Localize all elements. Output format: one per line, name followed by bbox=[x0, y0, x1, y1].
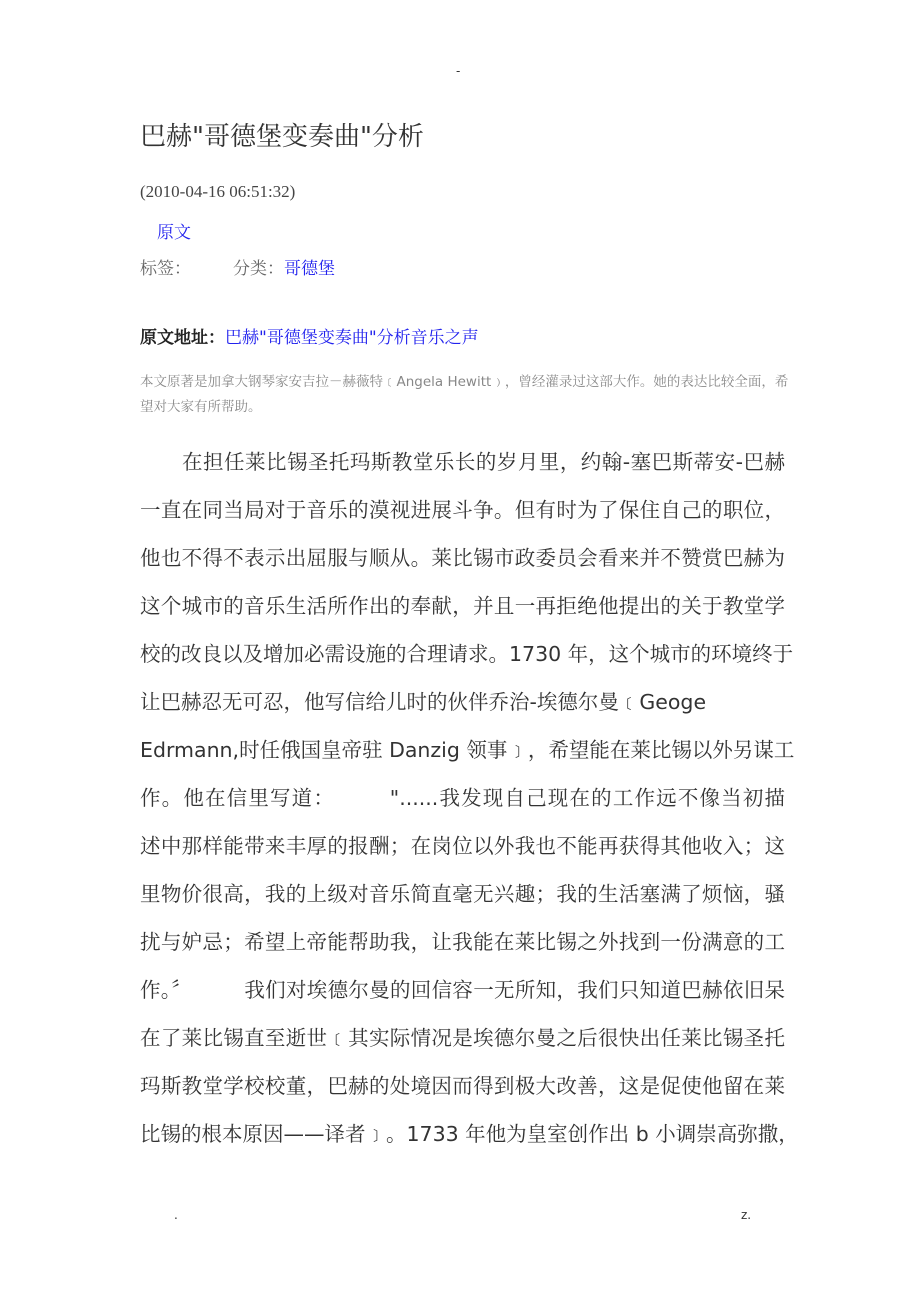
body-line: 比锡的根本原因——译者﹞。1733 年他为皇室创作出 b 小调崇高弥撒， bbox=[140, 1122, 799, 1146]
category-label: 分类： bbox=[233, 259, 284, 279]
body-line: 述中那样能带来丰厚的报酬；在岗位以外我也不能再获得其他收入；这 bbox=[140, 834, 785, 858]
tags-label: 标签： bbox=[140, 259, 191, 279]
article-title: 巴赫"哥德堡变奏曲"分析 bbox=[140, 122, 424, 152]
source-label: 原文地址： bbox=[140, 328, 225, 348]
body-line: 让巴赫忍无可忍，他写信给儿时的伙伴乔治-埃德尔曼﹝Geoge bbox=[140, 690, 707, 714]
original-link[interactable]: 原文 bbox=[157, 223, 191, 243]
body-line: 校的改良以及增加必需设施的合理请求。1730 年，这个城市的环境终于 bbox=[140, 642, 794, 666]
body-line: Edrmann,时任俄国皇帝驻 Danzig 领事﹞，希望能在莱比锡以外另谋工 bbox=[140, 738, 795, 762]
body-line: 作。他在信里写道： "......我发现自己现在的工作远不像当初描 bbox=[140, 786, 785, 810]
body-line: 玛斯教堂学校校董，巴赫的处境因而得到极大改善，这是促使他留在莱 bbox=[140, 1074, 785, 1098]
footer-right-mark: z. bbox=[741, 1208, 752, 1222]
tags-row bbox=[140, 254, 335, 279]
source-link[interactable]: 巴赫"哥德堡变奏曲"分析音乐之声 bbox=[225, 328, 479, 348]
body-line: 这个城市的音乐生活所作出的奉献，并且一再拒绝他提出的关于教堂学 bbox=[140, 594, 785, 618]
body-line: 里物价很高，我的上级对音乐简直毫无兴趣；我的生活塞满了烦恼，骚 bbox=[140, 882, 785, 906]
body-line: 他也不得不表示出屈服与顺从。莱比锡市政委员会看来并不赞赏巴赫为 bbox=[140, 546, 785, 570]
header-mark: - bbox=[456, 64, 461, 78]
post-date: (2010-04-16 06:51:32) bbox=[140, 182, 296, 201]
body-line: 在了莱比锡直至逝世﹝其实际情况是埃德尔曼之后很快出任莱比锡圣托 bbox=[140, 1026, 785, 1050]
body-line: 在担任莱比锡圣托玛斯教堂乐长的岁月里，约翰-塞巴斯蒂安-巴赫 bbox=[182, 450, 785, 474]
body-line: 扰与妒忌；希望上帝能帮助我，让我能在莱比锡之外找到一份满意的工 bbox=[140, 930, 785, 954]
category-link[interactable]: 哥德堡 bbox=[284, 259, 335, 279]
body-line: 一直在同当局对于音乐的漠视进展斗争。但有时为了保住自己的职位， bbox=[140, 498, 785, 522]
body-line: 作。〞 我们对埃德尔曼的回信容一无所知，我们只知道巴赫依旧呆 bbox=[140, 978, 785, 1002]
source-address bbox=[140, 323, 479, 348]
footer-left-mark: . bbox=[174, 1208, 178, 1222]
article-body bbox=[140, 445, 799, 1165]
intro-text: 本文原著是加拿大钢琴家安吉拉－赫薇特﹝Angela Hewitt﹚，曾经灌录过这部大作。她的表达比较全面，希望对大家有所帮助。 bbox=[140, 374, 789, 415]
